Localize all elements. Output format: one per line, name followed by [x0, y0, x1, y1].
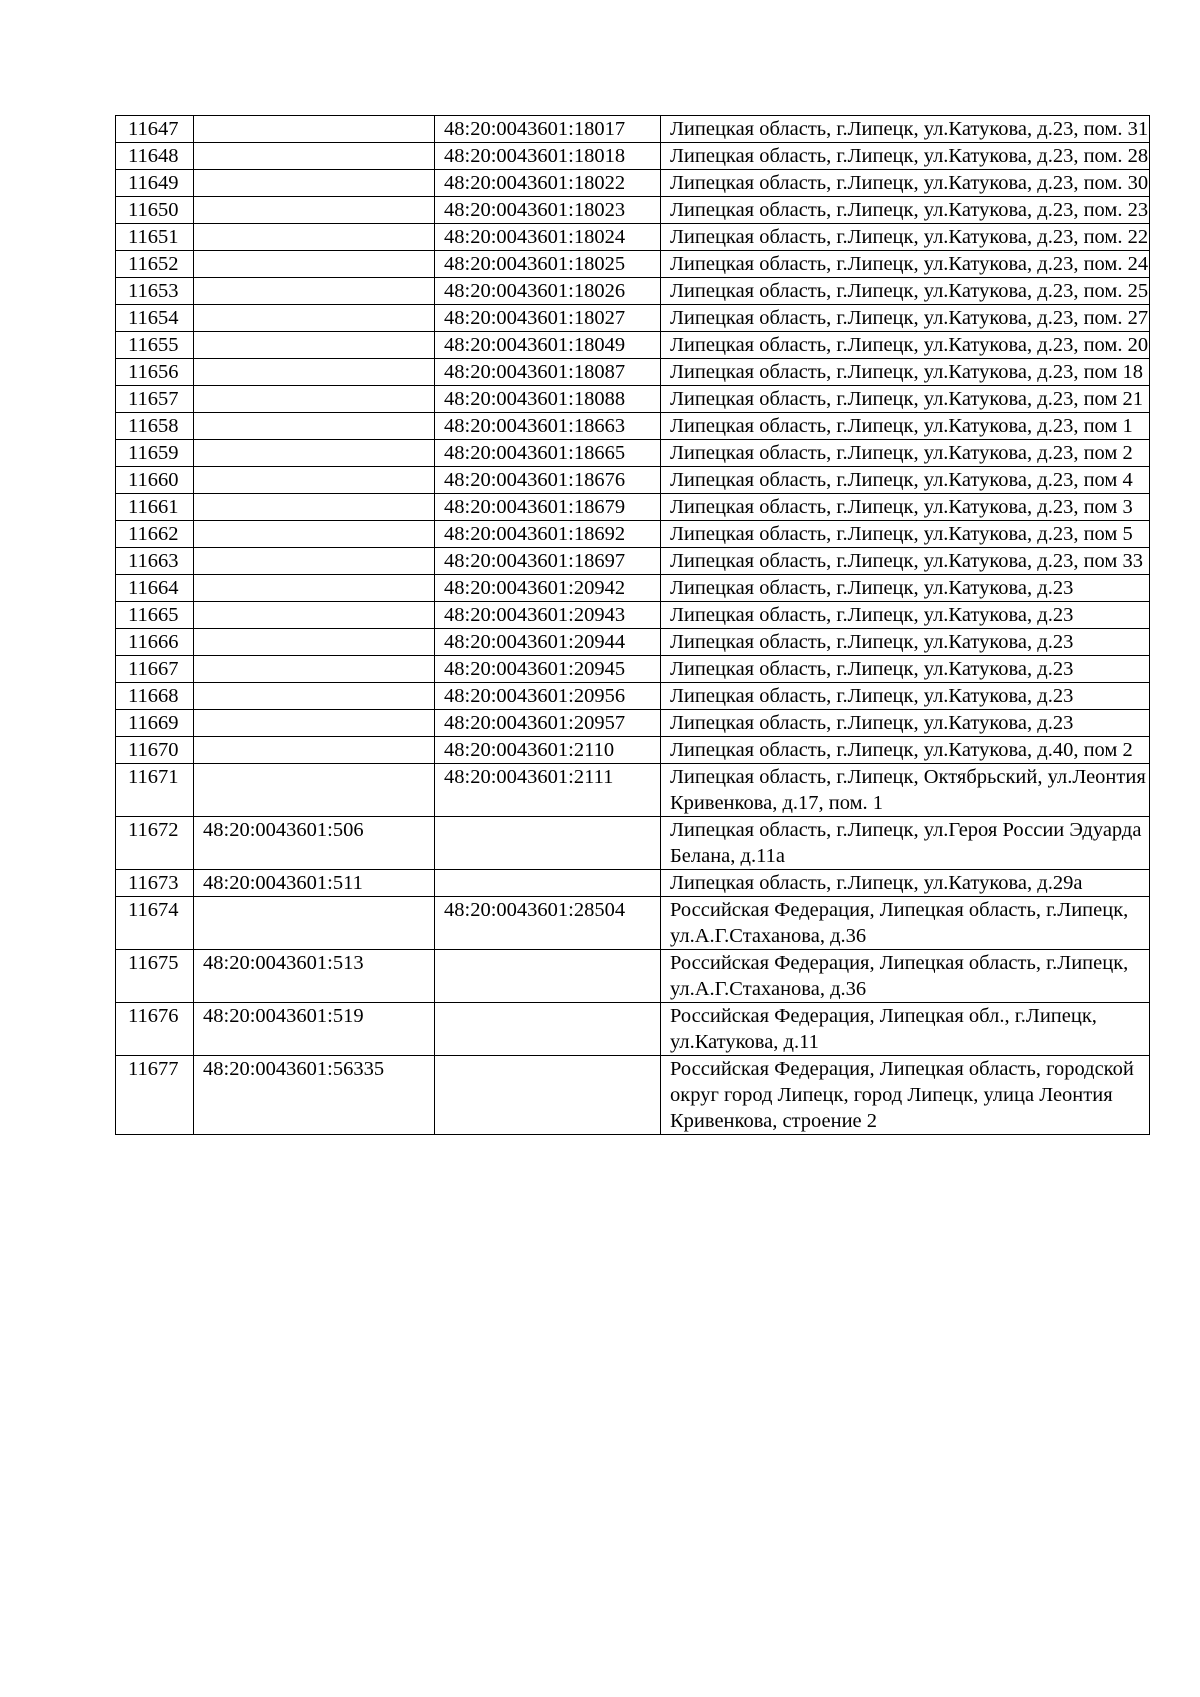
land-cadastral-number-cell: 48:20:0043601:511 — [194, 870, 435, 897]
land-cadastral-number-cell — [194, 494, 435, 521]
address-cell: Липецкая область, г.Липецк, ул.Катукова, д.23 — [661, 575, 1150, 602]
row-number-cell: 11674 — [116, 897, 194, 950]
object-cadastral-number-cell: 48:20:0043601:18023 — [435, 197, 661, 224]
land-cadastral-number-cell — [194, 602, 435, 629]
land-cadastral-number-cell — [194, 897, 435, 950]
land-cadastral-number-cell — [194, 413, 435, 440]
land-cadastral-number-cell — [194, 629, 435, 656]
object-cadastral-number-cell: 48:20:0043601:18026 — [435, 278, 661, 305]
land-cadastral-number-cell — [194, 440, 435, 467]
row-number-cell: 11676 — [116, 1003, 194, 1056]
address-cell: Липецкая область, г.Липецк, ул.Катукова, д.23, пом 33 — [661, 548, 1150, 575]
address-cell: Липецкая область, г.Липецк, ул.Катукова, д.23, пом. 22 — [661, 224, 1150, 251]
row-number-cell: 11666 — [116, 629, 194, 656]
row-number-cell: 11651 — [116, 224, 194, 251]
address-cell: Липецкая область, г.Липецк, ул.Катукова, д.23, пом. 25 — [661, 278, 1150, 305]
registry-table-body — [116, 116, 1150, 1135]
land-cadastral-number-cell — [194, 278, 435, 305]
address-cell: Российская Федерация, Липецкая область, г.Липецк, ул.А.Г.Стаханова, д.36 — [661, 950, 1150, 1003]
address-cell: Липецкая область, г.Липецк, ул.Катукова, д.23, пом 1 — [661, 413, 1150, 440]
object-cadastral-number-cell — [435, 950, 661, 1003]
address-cell: Липецкая область, г.Липецк, ул.Катукова, д.23, пом 18 — [661, 359, 1150, 386]
address-cell: Липецкая область, г.Липецк, ул.Катукова, д.23 — [661, 683, 1150, 710]
land-cadastral-number-cell — [194, 332, 435, 359]
table-row — [116, 224, 1150, 251]
table-row — [116, 548, 1150, 575]
land-cadastral-number-cell: 48:20:0043601:506 — [194, 817, 435, 870]
land-cadastral-number-cell — [194, 683, 435, 710]
row-number-cell: 11677 — [116, 1056, 194, 1135]
row-number-cell: 11650 — [116, 197, 194, 224]
row-number-cell: 11658 — [116, 413, 194, 440]
table-row — [116, 197, 1150, 224]
address-cell: Липецкая область, г.Липецк, ул.Катукова, д.23, пом 2 — [661, 440, 1150, 467]
object-cadastral-number-cell: 48:20:0043601:20943 — [435, 602, 661, 629]
table-row — [116, 870, 1150, 897]
land-cadastral-number-cell — [194, 251, 435, 278]
table-row — [116, 521, 1150, 548]
object-cadastral-number-cell: 48:20:0043601:18022 — [435, 170, 661, 197]
property-registry-table — [115, 115, 1150, 1135]
row-number-cell: 11668 — [116, 683, 194, 710]
land-cadastral-number-cell — [194, 737, 435, 764]
object-cadastral-number-cell: 48:20:0043601:18676 — [435, 467, 661, 494]
land-cadastral-number-cell — [194, 386, 435, 413]
address-cell: Липецкая область, г.Липецк, ул.Катукова, д.40, пом 2 — [661, 737, 1150, 764]
address-cell: Липецкая область, г.Липецк, ул.Катукова, д.23 — [661, 602, 1150, 629]
row-number-cell: 11667 — [116, 656, 194, 683]
table-row — [116, 817, 1150, 870]
row-number-cell: 11665 — [116, 602, 194, 629]
table-row — [116, 278, 1150, 305]
land-cadastral-number-cell — [194, 359, 435, 386]
row-number-cell: 11652 — [116, 251, 194, 278]
object-cadastral-number-cell: 48:20:0043601:20957 — [435, 710, 661, 737]
address-cell: Липецкая область, г.Липецк, Октябрьский, ул.Леонтия Кривенкова, д.17, пом. 1 — [661, 764, 1150, 817]
object-cadastral-number-cell: 48:20:0043601:28504 — [435, 897, 661, 950]
table-row — [116, 764, 1150, 817]
table-row — [116, 170, 1150, 197]
land-cadastral-number-cell: 48:20:0043601:513 — [194, 950, 435, 1003]
object-cadastral-number-cell: 48:20:0043601:18027 — [435, 305, 661, 332]
row-number-cell: 11672 — [116, 817, 194, 870]
address-cell: Липецкая область, г.Липецк, ул.Катукова, д.23, пом. 28 — [661, 143, 1150, 170]
address-cell: Липецкая область, г.Липецк, ул.Катукова, д.23, пом 5 — [661, 521, 1150, 548]
object-cadastral-number-cell: 48:20:0043601:20956 — [435, 683, 661, 710]
address-cell: Липецкая область, г.Липецк, ул.Катукова, д.23, пом. 27 — [661, 305, 1150, 332]
row-number-cell: 11661 — [116, 494, 194, 521]
land-cadastral-number-cell — [194, 467, 435, 494]
land-cadastral-number-cell: 48:20:0043601:56335 — [194, 1056, 435, 1135]
address-cell: Липецкая область, г.Липецк, ул.Катукова, д.29а — [661, 870, 1150, 897]
table-row — [116, 359, 1150, 386]
table-row — [116, 143, 1150, 170]
table-row — [116, 950, 1150, 1003]
land-cadastral-number-cell: 48:20:0043601:519 — [194, 1003, 435, 1056]
land-cadastral-number-cell — [194, 764, 435, 817]
row-number-cell: 11669 — [116, 710, 194, 737]
land-cadastral-number-cell — [194, 170, 435, 197]
table-row — [116, 656, 1150, 683]
object-cadastral-number-cell: 48:20:0043601:20942 — [435, 575, 661, 602]
land-cadastral-number-cell — [194, 575, 435, 602]
address-cell: Липецкая область, г.Липецк, ул.Катукова, д.23, пом. 31 — [661, 116, 1150, 143]
address-cell: Липецкая область, г.Липецк, ул.Катукова, д.23 — [661, 710, 1150, 737]
object-cadastral-number-cell: 48:20:0043601:18018 — [435, 143, 661, 170]
land-cadastral-number-cell — [194, 710, 435, 737]
object-cadastral-number-cell: 48:20:0043601:18024 — [435, 224, 661, 251]
table-row — [116, 897, 1150, 950]
row-number-cell: 11656 — [116, 359, 194, 386]
row-number-cell: 11659 — [116, 440, 194, 467]
object-cadastral-number-cell — [435, 870, 661, 897]
table-row — [116, 440, 1150, 467]
object-cadastral-number-cell: 48:20:0043601:18697 — [435, 548, 661, 575]
table-row — [116, 629, 1150, 656]
row-number-cell: 11653 — [116, 278, 194, 305]
address-cell: Российская Федерация, Липецкая область, г.Липецк, ул.А.Г.Стаханова, д.36 — [661, 897, 1150, 950]
row-number-cell: 11655 — [116, 332, 194, 359]
land-cadastral-number-cell — [194, 656, 435, 683]
object-cadastral-number-cell: 48:20:0043601:18025 — [435, 251, 661, 278]
address-cell: Липецкая область, г.Липецк, ул.Катукова, д.23, пом. 23 — [661, 197, 1150, 224]
row-number-cell: 11664 — [116, 575, 194, 602]
table-row — [116, 494, 1150, 521]
table-row — [116, 737, 1150, 764]
object-cadastral-number-cell: 48:20:0043601:18017 — [435, 116, 661, 143]
land-cadastral-number-cell — [194, 521, 435, 548]
address-cell: Российская Федерация, Липецкая обл., г.Липецк, ул.Катукова, д.11 — [661, 1003, 1150, 1056]
object-cadastral-number-cell: 48:20:0043601:20945 — [435, 656, 661, 683]
object-cadastral-number-cell: 48:20:0043601:18692 — [435, 521, 661, 548]
row-number-cell: 11654 — [116, 305, 194, 332]
address-cell: Липецкая область, г.Липецк, ул.Катукова, д.23, пом 4 — [661, 467, 1150, 494]
table-row — [116, 332, 1150, 359]
table-row — [116, 467, 1150, 494]
row-number-cell: 11649 — [116, 170, 194, 197]
table-row — [116, 251, 1150, 278]
address-cell: Липецкая область, г.Липецк, ул.Катукова, д.23, пом 3 — [661, 494, 1150, 521]
row-number-cell: 11663 — [116, 548, 194, 575]
address-cell: Липецкая область, г.Липецк, ул.Катукова, д.23 — [661, 656, 1150, 683]
object-cadastral-number-cell — [435, 1003, 661, 1056]
object-cadastral-number-cell: 48:20:0043601:18679 — [435, 494, 661, 521]
table-row — [116, 710, 1150, 737]
table-row — [116, 413, 1150, 440]
address-cell: Липецкая область, г.Липецк, ул.Героя России Эдуарда Белана, д.11а — [661, 817, 1150, 870]
land-cadastral-number-cell — [194, 548, 435, 575]
table-row — [116, 386, 1150, 413]
object-cadastral-number-cell: 48:20:0043601:2111 — [435, 764, 661, 817]
land-cadastral-number-cell — [194, 143, 435, 170]
table-row — [116, 602, 1150, 629]
table-row — [116, 683, 1150, 710]
object-cadastral-number-cell: 48:20:0043601:20944 — [435, 629, 661, 656]
land-cadastral-number-cell — [194, 197, 435, 224]
address-cell: Липецкая область, г.Липецк, ул.Катукова, д.23, пом 21 — [661, 386, 1150, 413]
row-number-cell: 11657 — [116, 386, 194, 413]
row-number-cell: 11647 — [116, 116, 194, 143]
object-cadastral-number-cell: 48:20:0043601:18088 — [435, 386, 661, 413]
address-cell: Российская Федерация, Липецкая область, городской округ город Липецк, город Липецк, улица Леонтия Кривенкова, строение 2 — [661, 1056, 1150, 1135]
address-cell: Липецкая область, г.Липецк, ул.Катукова, д.23 — [661, 629, 1150, 656]
table-row — [116, 1003, 1150, 1056]
row-number-cell: 11648 — [116, 143, 194, 170]
object-cadastral-number-cell: 48:20:0043601:18087 — [435, 359, 661, 386]
address-cell: Липецкая область, г.Липецк, ул.Катукова, д.23, пом. 30 — [661, 170, 1150, 197]
row-number-cell: 11671 — [116, 764, 194, 817]
table-row — [116, 305, 1150, 332]
object-cadastral-number-cell — [435, 817, 661, 870]
object-cadastral-number-cell: 48:20:0043601:2110 — [435, 737, 661, 764]
object-cadastral-number-cell: 48:20:0043601:18665 — [435, 440, 661, 467]
land-cadastral-number-cell — [194, 305, 435, 332]
table-row — [116, 116, 1150, 143]
row-number-cell: 11673 — [116, 870, 194, 897]
object-cadastral-number-cell — [435, 1056, 661, 1135]
land-cadastral-number-cell — [194, 116, 435, 143]
object-cadastral-number-cell: 48:20:0043601:18049 — [435, 332, 661, 359]
row-number-cell: 11670 — [116, 737, 194, 764]
row-number-cell: 11675 — [116, 950, 194, 1003]
address-cell: Липецкая область, г.Липецк, ул.Катукова, д.23, пом. 24 — [661, 251, 1150, 278]
object-cadastral-number-cell: 48:20:0043601:18663 — [435, 413, 661, 440]
table-row — [116, 1056, 1150, 1135]
address-cell: Липецкая область, г.Липецк, ул.Катукова, д.23, пом. 20 — [661, 332, 1150, 359]
row-number-cell: 11660 — [116, 467, 194, 494]
land-cadastral-number-cell — [194, 224, 435, 251]
table-row — [116, 575, 1150, 602]
row-number-cell: 11662 — [116, 521, 194, 548]
